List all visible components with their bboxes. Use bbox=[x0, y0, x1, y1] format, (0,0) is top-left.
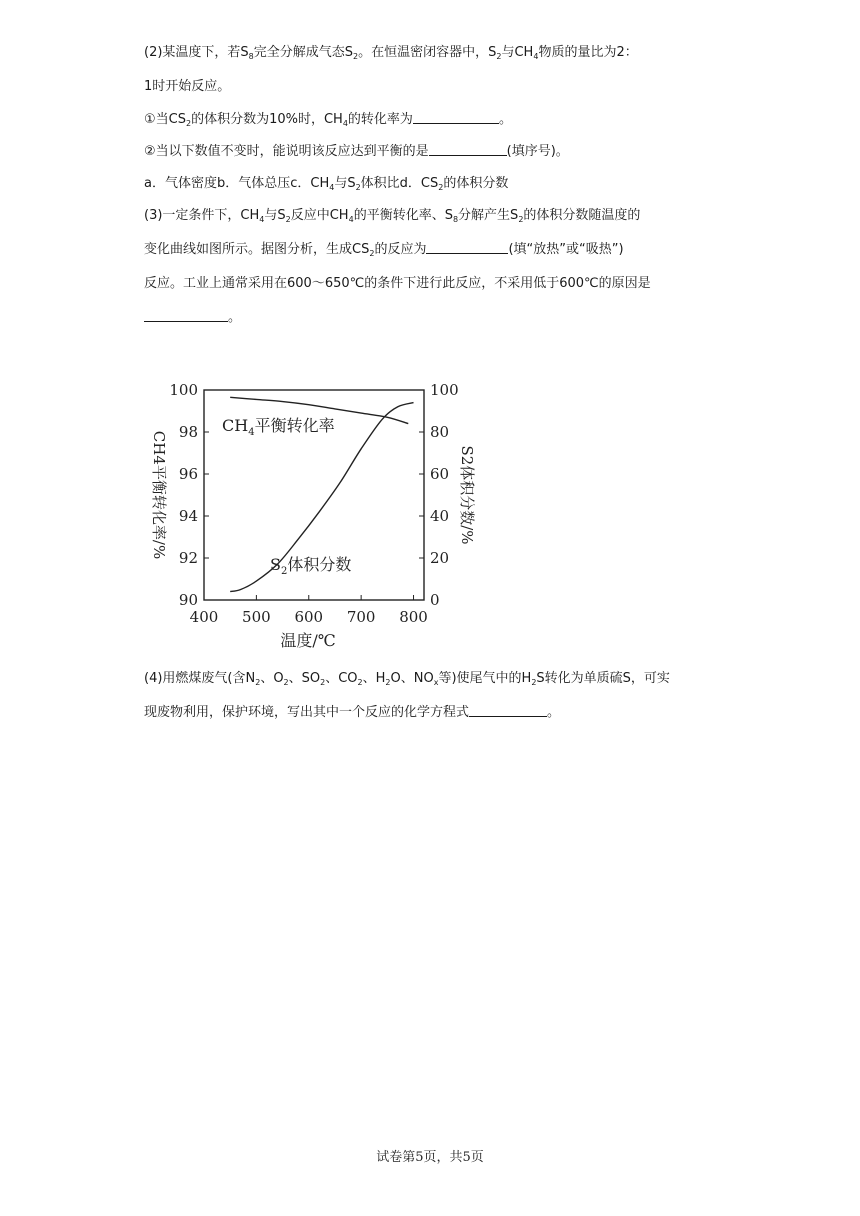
y-left-tick-label: 90 bbox=[178, 591, 198, 609]
q3-line2: 变化曲线如图所示。据图分析，生成$CS_2$的反应为 (填“放热”或“吸热”) bbox=[144, 242, 624, 258]
q2-options: a．气体密度b．气体总压c．$CH_4$与$S_2$体积比d．$CS_2$的体积分数 bbox=[144, 176, 509, 192]
y-right-tick-label: 40 bbox=[430, 507, 450, 525]
y-right-axis-label: S2体积分数/% bbox=[458, 445, 476, 545]
chart-canvas bbox=[146, 376, 476, 658]
ch4-series-label: $CH_4$平衡转化率 bbox=[222, 416, 335, 438]
x-tick-label: 400 bbox=[189, 608, 219, 626]
q3-line4: 。 bbox=[144, 308, 724, 328]
x-tick-label: 600 bbox=[294, 608, 324, 626]
y-left-tick-label: 94 bbox=[178, 507, 198, 525]
answer-blank-1[interactable] bbox=[413, 111, 499, 124]
y-right-tick-label: 60 bbox=[430, 465, 450, 483]
q3-line1: (3)一定条件下，$CH_4$与$S_2$反应中$CH_4$的平衡转化率、$S_8$分解产生$S_2$的体积分数随温度的 bbox=[144, 208, 641, 224]
answer-blank-4[interactable] bbox=[144, 309, 228, 322]
q4-line1: (4)用燃煤废气(含$N_2$、$O_2$、$SO_2$、$CO_2$、$H_2O$、$NO_x$等)使尾气中的$H_2S$转化为单质硫S，可实 bbox=[144, 671, 670, 687]
x-tick-label: 700 bbox=[346, 608, 376, 626]
answer-blank-2[interactable] bbox=[429, 143, 507, 156]
y-left-tick-label: 96 bbox=[178, 465, 198, 483]
equilibrium-chart bbox=[146, 376, 476, 658]
y-right-tick-label: 0 bbox=[430, 591, 440, 609]
answer-blank-3[interactable] bbox=[426, 241, 508, 254]
y-right-tick-label: 80 bbox=[430, 423, 450, 441]
y-left-tick-label: 98 bbox=[178, 423, 198, 441]
x-tick-label: 800 bbox=[399, 608, 428, 626]
y-left-tick-label: 100 bbox=[169, 381, 198, 399]
y-right-tick-label: 100 bbox=[430, 381, 459, 399]
answer-blank-5[interactable] bbox=[469, 704, 547, 717]
chart-svg bbox=[146, 376, 476, 658]
q4-line2: 现废物利用，保护环境，写出其中一个反应的化学方程式 。 bbox=[144, 705, 561, 720]
q2-line1: (2)某温度下，若$S_8$完全分解成气态$S_2$。在恒温密闭容器中，$S_2$与$CH_4$物质的量比为2： bbox=[144, 45, 638, 61]
y-left-axis-label: CH4平衡转化率/% bbox=[150, 430, 168, 560]
s2-series-label: $S_2$体积分数 bbox=[270, 555, 352, 577]
x-axis-label: 温度/℃ bbox=[280, 631, 336, 650]
q2-sub2: ②当以下数值不变时，能说明该反应达到平衡的是 (填序号)。 bbox=[144, 144, 569, 159]
q2-sub1: ①当$CS_2$的体积分数为10%时，$CH_4$的转化率为 。 bbox=[144, 112, 512, 128]
page-footer: 试卷第5页，共5页 bbox=[376, 1150, 484, 1165]
q3-line3: 反应。工业上通常采用在600～650℃的条件下进行此反应，不采用低于600℃的原因是 bbox=[144, 276, 651, 291]
y-left-tick-label: 92 bbox=[178, 549, 198, 567]
x-tick-label: 500 bbox=[242, 608, 271, 626]
q2-line2: 1时开始反应。 bbox=[144, 79, 231, 94]
y-right-tick-label: 20 bbox=[430, 549, 450, 567]
